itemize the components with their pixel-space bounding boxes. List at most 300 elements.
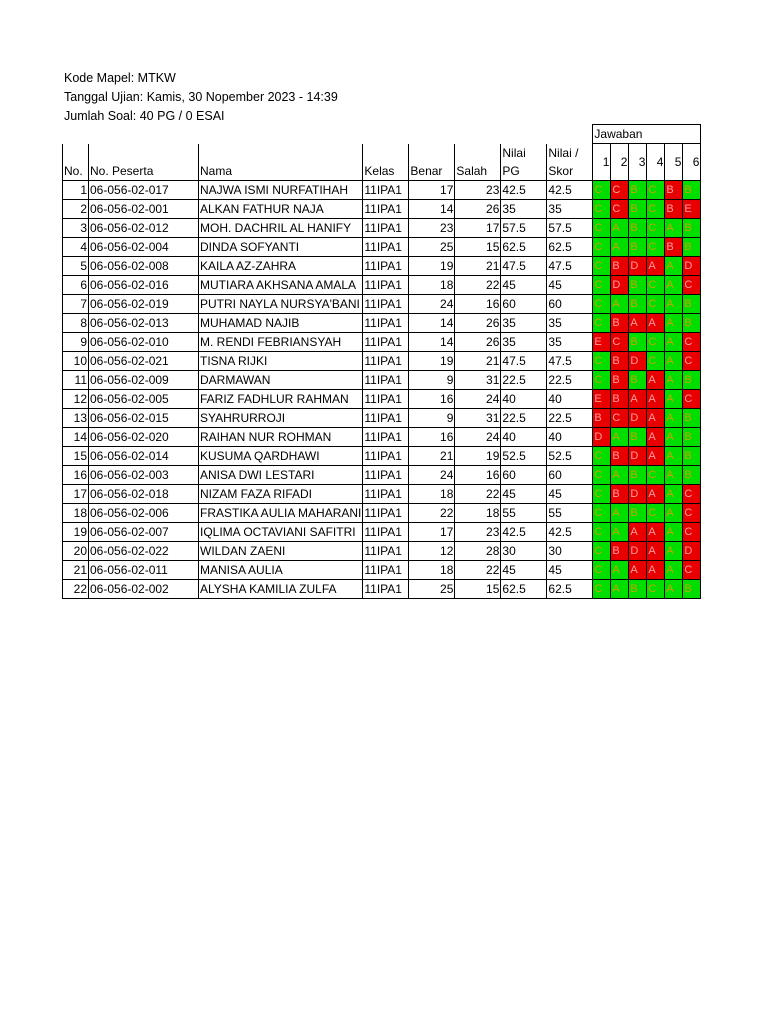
answer-cell-q5: A: [665, 370, 683, 389]
answer-cell-q1: C: [593, 541, 611, 560]
answer-cell-q6: B: [683, 370, 701, 389]
answer-cell-q1: C: [593, 446, 611, 465]
row-nama: TISNA RIJKI: [199, 351, 363, 370]
row-skor: 35: [547, 199, 593, 218]
answer-cell-q4: A: [647, 256, 665, 275]
row-benar: 9: [409, 370, 455, 389]
row-kelas: 11IPA1: [363, 522, 409, 541]
answer-cell-q5: A: [665, 579, 683, 598]
row-skor: 42.5: [547, 180, 593, 199]
row-skor: 40: [547, 389, 593, 408]
row-nilai-pg: 47.5: [501, 256, 547, 275]
row-salah: 26: [455, 332, 501, 351]
answer-cell-q1: C: [593, 256, 611, 275]
row-benar: 21: [409, 446, 455, 465]
row-peserta: 06-056-02-008: [89, 256, 199, 275]
row-nama: PUTRI NAYLA NURSYA'BANI: [199, 294, 363, 313]
row-no: 8: [63, 313, 89, 332]
col-q5: 5: [665, 144, 683, 181]
table-row: [63, 560, 701, 579]
row-nama: MUTIARA AKHSANA AMALA: [199, 275, 363, 294]
answer-cell-q6: B: [683, 465, 701, 484]
answer-cell-q4: C: [647, 237, 665, 256]
answer-cell-q1: C: [593, 579, 611, 598]
row-no: 13: [63, 408, 89, 427]
answer-cell-q4: A: [647, 427, 665, 446]
row-nilai-pg: 52.5: [501, 446, 547, 465]
col-kelas: Kelas: [363, 144, 409, 181]
row-benar: 9: [409, 408, 455, 427]
answer-cell-q6: B: [683, 237, 701, 256]
row-peserta: 06-056-02-003: [89, 465, 199, 484]
row-peserta: 06-056-02-010: [89, 332, 199, 351]
answer-cell-q2: B: [611, 313, 629, 332]
answer-cell-q1: C: [593, 484, 611, 503]
table-row: [63, 294, 701, 313]
row-salah: 22: [455, 560, 501, 579]
answer-cell-q2: A: [611, 427, 629, 446]
answer-cell-q6: C: [683, 522, 701, 541]
row-nilai-pg: 60: [501, 465, 547, 484]
answer-cell-q4: A: [647, 522, 665, 541]
row-nilai-pg: 40: [501, 389, 547, 408]
col-q3: 3: [629, 144, 647, 181]
row-skor: 62.5: [547, 237, 593, 256]
row-nilai-pg: 45: [501, 275, 547, 294]
row-kelas: 11IPA1: [363, 218, 409, 237]
row-nama: M. RENDI FEBRIANSYAH: [199, 332, 363, 351]
row-salah: 31: [455, 370, 501, 389]
row-nilai-pg: 45: [501, 484, 547, 503]
answer-cell-q1: C: [593, 275, 611, 294]
row-peserta: 06-056-02-018: [89, 484, 199, 503]
row-no: 21: [63, 560, 89, 579]
answer-cell-q4: A: [647, 446, 665, 465]
answer-cell-q2: B: [611, 541, 629, 560]
table-row: [63, 370, 701, 389]
table-row: [63, 313, 701, 332]
answer-cell-q6: D: [683, 256, 701, 275]
answer-cell-q3: D: [629, 484, 647, 503]
row-nama: ALYSHA KAMILIA ZULFA: [199, 579, 363, 598]
answer-cell-q2: B: [611, 446, 629, 465]
answer-cell-q4: A: [647, 370, 665, 389]
row-benar: 24: [409, 465, 455, 484]
row-peserta: 06-056-02-011: [89, 560, 199, 579]
row-skor: 45: [547, 275, 593, 294]
answer-cell-q5: A: [665, 256, 683, 275]
row-benar: 16: [409, 389, 455, 408]
row-peserta: 06-056-02-019: [89, 294, 199, 313]
row-benar: 12: [409, 541, 455, 560]
row-no: 20: [63, 541, 89, 560]
answer-cell-q5: A: [665, 484, 683, 503]
table-row: [63, 446, 701, 465]
row-kelas: 11IPA1: [363, 446, 409, 465]
row-peserta: 06-056-02-001: [89, 199, 199, 218]
row-no: 17: [63, 484, 89, 503]
header-row-top: [63, 125, 701, 144]
row-skor: 55: [547, 503, 593, 522]
answer-cell-q2: A: [611, 465, 629, 484]
answer-cell-q4: A: [647, 484, 665, 503]
row-peserta: 06-056-02-015: [89, 408, 199, 427]
answer-cell-q2: B: [611, 389, 629, 408]
answer-cell-q3: B: [629, 218, 647, 237]
answer-cell-q2: B: [611, 256, 629, 275]
answer-cell-q5: A: [665, 389, 683, 408]
row-kelas: 11IPA1: [363, 237, 409, 256]
row-nilai-pg: 42.5: [501, 522, 547, 541]
answer-cell-q3: A: [629, 522, 647, 541]
row-peserta: 06-056-02-013: [89, 313, 199, 332]
answer-cell-q5: A: [665, 522, 683, 541]
answer-cell-q3: B: [629, 275, 647, 294]
table-row: [63, 199, 701, 218]
row-benar: 24: [409, 294, 455, 313]
row-nama: MANISA AULIA: [199, 560, 363, 579]
row-peserta: 06-056-02-006: [89, 503, 199, 522]
answer-cell-q4: A: [647, 313, 665, 332]
answer-cell-q3: A: [629, 560, 647, 579]
answer-cell-q3: B: [629, 370, 647, 389]
answer-cell-q4: C: [647, 275, 665, 294]
answer-cell-q6: B: [683, 446, 701, 465]
answer-cell-q3: B: [629, 465, 647, 484]
table-row: [63, 579, 701, 598]
row-salah: 28: [455, 541, 501, 560]
answer-cell-q3: B: [629, 579, 647, 598]
row-nama: MOH. DACHRIL AL HANIFY: [199, 218, 363, 237]
col-nilai-pg-line2: PG: [502, 163, 520, 178]
row-nilai-pg: 22.5: [501, 408, 547, 427]
row-skor: 47.5: [547, 351, 593, 370]
tanggal-ujian: Tanggal Ujian: Kamis, 30 Nopember 2023 - 14:39: [64, 90, 338, 104]
answer-cell-q6: B: [683, 579, 701, 598]
table-row: [63, 484, 701, 503]
answer-cell-q6: C: [683, 560, 701, 579]
answer-cell-q3: D: [629, 256, 647, 275]
answer-cell-q1: C: [593, 351, 611, 370]
row-skor: 45: [547, 560, 593, 579]
row-salah: 22: [455, 275, 501, 294]
answer-cell-q1: C: [593, 465, 611, 484]
row-salah: 21: [455, 351, 501, 370]
answer-cell-q5: B: [665, 237, 683, 256]
answer-cell-q3: B: [629, 199, 647, 218]
answer-cell-q2: C: [611, 332, 629, 351]
row-nama: KUSUMA QARDHAWI: [199, 446, 363, 465]
row-nilai-pg: 62.5: [501, 237, 547, 256]
row-nama: IQLIMA OCTAVIANI SAFITRI: [199, 522, 363, 541]
answer-cell-q1: E: [593, 389, 611, 408]
row-benar: 22: [409, 503, 455, 522]
answer-cell-q4: C: [647, 294, 665, 313]
answer-cell-q4: C: [647, 332, 665, 351]
row-nilai-pg: 22.5: [501, 370, 547, 389]
col-benar: Benar: [409, 144, 455, 181]
answer-cell-q4: A: [647, 389, 665, 408]
row-skor: 52.5: [547, 446, 593, 465]
col-nilai-pg: [501, 144, 547, 181]
answer-cell-q5: A: [665, 332, 683, 351]
answer-cell-q1: C: [593, 237, 611, 256]
row-nama: NIZAM FAZA RIFADI: [199, 484, 363, 503]
row-skor: 45: [547, 484, 593, 503]
row-nilai-pg: 60: [501, 294, 547, 313]
answer-cell-q1: C: [593, 294, 611, 313]
answer-cell-q6: E: [683, 199, 701, 218]
answer-cell-q4: A: [647, 408, 665, 427]
answer-cell-q3: D: [629, 541, 647, 560]
answer-cell-q5: A: [665, 465, 683, 484]
row-skor: 35: [547, 313, 593, 332]
col-q2: 2: [611, 144, 629, 181]
answer-cell-q2: A: [611, 294, 629, 313]
answer-cell-q3: A: [629, 389, 647, 408]
row-nama: DARMAWAN: [199, 370, 363, 389]
row-kelas: 11IPA1: [363, 427, 409, 446]
jumlah-soal: Jumlah Soal: 40 PG / 0 ESAI: [64, 109, 225, 123]
row-nama: ANISA DWI LESTARI: [199, 465, 363, 484]
row-peserta: 06-056-02-022: [89, 541, 199, 560]
row-salah: 31: [455, 408, 501, 427]
row-nilai-pg: 30: [501, 541, 547, 560]
row-no: 6: [63, 275, 89, 294]
jawaban-header: Jawaban: [593, 125, 701, 144]
row-benar: 18: [409, 484, 455, 503]
answer-cell-q2: A: [611, 237, 629, 256]
col-skor: [547, 144, 593, 181]
row-benar: 19: [409, 256, 455, 275]
row-peserta: 06-056-02-012: [89, 218, 199, 237]
row-benar: 17: [409, 522, 455, 541]
header-row: [63, 144, 701, 181]
answer-cell-q2: B: [611, 351, 629, 370]
row-salah: 26: [455, 313, 501, 332]
answer-cell-q2: B: [611, 484, 629, 503]
col-salah: Salah: [455, 144, 501, 181]
row-kelas: 11IPA1: [363, 294, 409, 313]
answer-cell-q6: B: [683, 180, 701, 199]
row-benar: 25: [409, 237, 455, 256]
answer-cell-q2: A: [611, 218, 629, 237]
row-salah: 15: [455, 237, 501, 256]
row-no: 1: [63, 180, 89, 199]
row-kelas: 11IPA1: [363, 180, 409, 199]
answer-cell-q4: C: [647, 218, 665, 237]
answer-cell-q3: B: [629, 294, 647, 313]
answer-cell-q1: C: [593, 180, 611, 199]
col-peserta: No. Peserta: [89, 144, 199, 181]
row-peserta: 06-056-02-016: [89, 275, 199, 294]
row-skor: 30: [547, 541, 593, 560]
kode-mapel: Kode Mapel: MTKW: [64, 71, 176, 85]
row-kelas: 11IPA1: [363, 199, 409, 218]
answer-cell-q2: D: [611, 275, 629, 294]
answer-cell-q4: A: [647, 560, 665, 579]
answer-cell-q5: A: [665, 351, 683, 370]
row-no: 18: [63, 503, 89, 522]
answer-cell-q3: B: [629, 332, 647, 351]
answer-cell-q3: B: [629, 180, 647, 199]
answer-cell-q6: C: [683, 484, 701, 503]
answer-cell-q1: B: [593, 408, 611, 427]
answer-cell-q2: B: [611, 370, 629, 389]
answer-cell-q5: B: [665, 180, 683, 199]
row-no: 19: [63, 522, 89, 541]
row-peserta: 06-056-02-021: [89, 351, 199, 370]
answer-cell-q6: B: [683, 408, 701, 427]
row-salah: 23: [455, 180, 501, 199]
row-kelas: 11IPA1: [363, 465, 409, 484]
row-peserta: 06-056-02-002: [89, 579, 199, 598]
table-row: [63, 389, 701, 408]
answer-cell-q5: B: [665, 199, 683, 218]
row-kelas: 11IPA1: [363, 256, 409, 275]
row-benar: 17: [409, 180, 455, 199]
row-kelas: 11IPA1: [363, 351, 409, 370]
row-no: 10: [63, 351, 89, 370]
answer-cell-q3: B: [629, 427, 647, 446]
answer-cell-q5: A: [665, 218, 683, 237]
row-nilai-pg: 47.5: [501, 351, 547, 370]
row-kelas: 11IPA1: [363, 332, 409, 351]
answer-cell-q2: C: [611, 408, 629, 427]
row-no: 12: [63, 389, 89, 408]
col-skor-line2: Skor: [548, 163, 574, 178]
answer-cell-q2: A: [611, 522, 629, 541]
answer-cell-q4: C: [647, 199, 665, 218]
answer-cell-q6: B: [683, 294, 701, 313]
row-kelas: 11IPA1: [363, 560, 409, 579]
row-kelas: 11IPA1: [363, 370, 409, 389]
row-no: 5: [63, 256, 89, 275]
row-nilai-pg: 42.5: [501, 180, 547, 199]
row-peserta: 06-056-02-007: [89, 522, 199, 541]
answer-cell-q5: A: [665, 503, 683, 522]
row-skor: 22.5: [547, 408, 593, 427]
row-salah: 23: [455, 522, 501, 541]
table-row: [63, 256, 701, 275]
row-nama: RAIHAN NUR ROHMAN: [199, 427, 363, 446]
row-no: 4: [63, 237, 89, 256]
answer-cell-q6: B: [683, 313, 701, 332]
row-kelas: 11IPA1: [363, 484, 409, 503]
answer-cell-q6: B: [683, 218, 701, 237]
answer-cell-q1: C: [593, 503, 611, 522]
row-no: 22: [63, 579, 89, 598]
table-row: [63, 503, 701, 522]
row-skor: 60: [547, 465, 593, 484]
row-peserta: 06-056-02-020: [89, 427, 199, 446]
row-skor: 60: [547, 294, 593, 313]
answer-cell-q5: A: [665, 313, 683, 332]
table-row: [63, 408, 701, 427]
row-no: 15: [63, 446, 89, 465]
answer-cell-q4: C: [647, 351, 665, 370]
answer-cell-q1: C: [593, 560, 611, 579]
table-row: [63, 427, 701, 446]
row-salah: 24: [455, 427, 501, 446]
answer-cell-q6: C: [683, 275, 701, 294]
row-salah: 22: [455, 484, 501, 503]
col-skor-line1: Nilai /: [548, 145, 579, 160]
answer-cell-q4: C: [647, 180, 665, 199]
row-benar: 16: [409, 427, 455, 446]
answer-cell-q5: A: [665, 408, 683, 427]
report-header: [64, 69, 338, 126]
row-kelas: 11IPA1: [363, 408, 409, 427]
row-salah: 18: [455, 503, 501, 522]
answer-cell-q6: C: [683, 503, 701, 522]
answer-cell-q5: A: [665, 541, 683, 560]
row-salah: 26: [455, 199, 501, 218]
table-row: [63, 275, 701, 294]
row-nama: DINDA SOFYANTI: [199, 237, 363, 256]
row-nilai-pg: 35: [501, 332, 547, 351]
row-nama: NAJWA ISMI NURFATIHAH: [199, 180, 363, 199]
row-nama: SYAHRURROJI: [199, 408, 363, 427]
row-benar: 14: [409, 332, 455, 351]
row-benar: 14: [409, 199, 455, 218]
table-row: [63, 180, 701, 199]
row-skor: 42.5: [547, 522, 593, 541]
row-skor: 22.5: [547, 370, 593, 389]
answer-cell-q5: A: [665, 560, 683, 579]
row-nilai-pg: 57.5: [501, 218, 547, 237]
row-peserta: 06-056-02-017: [89, 180, 199, 199]
row-benar: 19: [409, 351, 455, 370]
answer-cell-q5: A: [665, 427, 683, 446]
row-no: 3: [63, 218, 89, 237]
answer-cell-q4: C: [647, 465, 665, 484]
answer-cell-q3: B: [629, 237, 647, 256]
row-salah: 16: [455, 294, 501, 313]
answer-cell-q2: A: [611, 579, 629, 598]
answer-cell-q5: A: [665, 275, 683, 294]
row-no: 16: [63, 465, 89, 484]
answer-cell-q5: A: [665, 294, 683, 313]
row-salah: 15: [455, 579, 501, 598]
col-q1: 1: [593, 144, 611, 181]
row-nilai-pg: 62.5: [501, 579, 547, 598]
row-kelas: 11IPA1: [363, 541, 409, 560]
row-no: 14: [63, 427, 89, 446]
answer-cell-q3: A: [629, 313, 647, 332]
col-q6: 6: [683, 144, 701, 181]
results-table: [62, 124, 701, 599]
row-kelas: 11IPA1: [363, 275, 409, 294]
table-row: [63, 332, 701, 351]
row-nama: KAILA AZ-ZAHRA: [199, 256, 363, 275]
table-row: [63, 465, 701, 484]
row-peserta: 06-056-02-014: [89, 446, 199, 465]
row-nama: WILDAN ZAENI: [199, 541, 363, 560]
row-peserta: 06-056-02-005: [89, 389, 199, 408]
table-row: [63, 218, 701, 237]
row-salah: 16: [455, 465, 501, 484]
row-nama: MUHAMAD NAJIB: [199, 313, 363, 332]
row-skor: 57.5: [547, 218, 593, 237]
answer-cell-q5: A: [665, 446, 683, 465]
row-salah: 17: [455, 218, 501, 237]
answer-cell-q1: E: [593, 332, 611, 351]
row-no: 11: [63, 370, 89, 389]
table-row: [63, 237, 701, 256]
row-nilai-pg: 55: [501, 503, 547, 522]
row-peserta: 06-056-02-004: [89, 237, 199, 256]
